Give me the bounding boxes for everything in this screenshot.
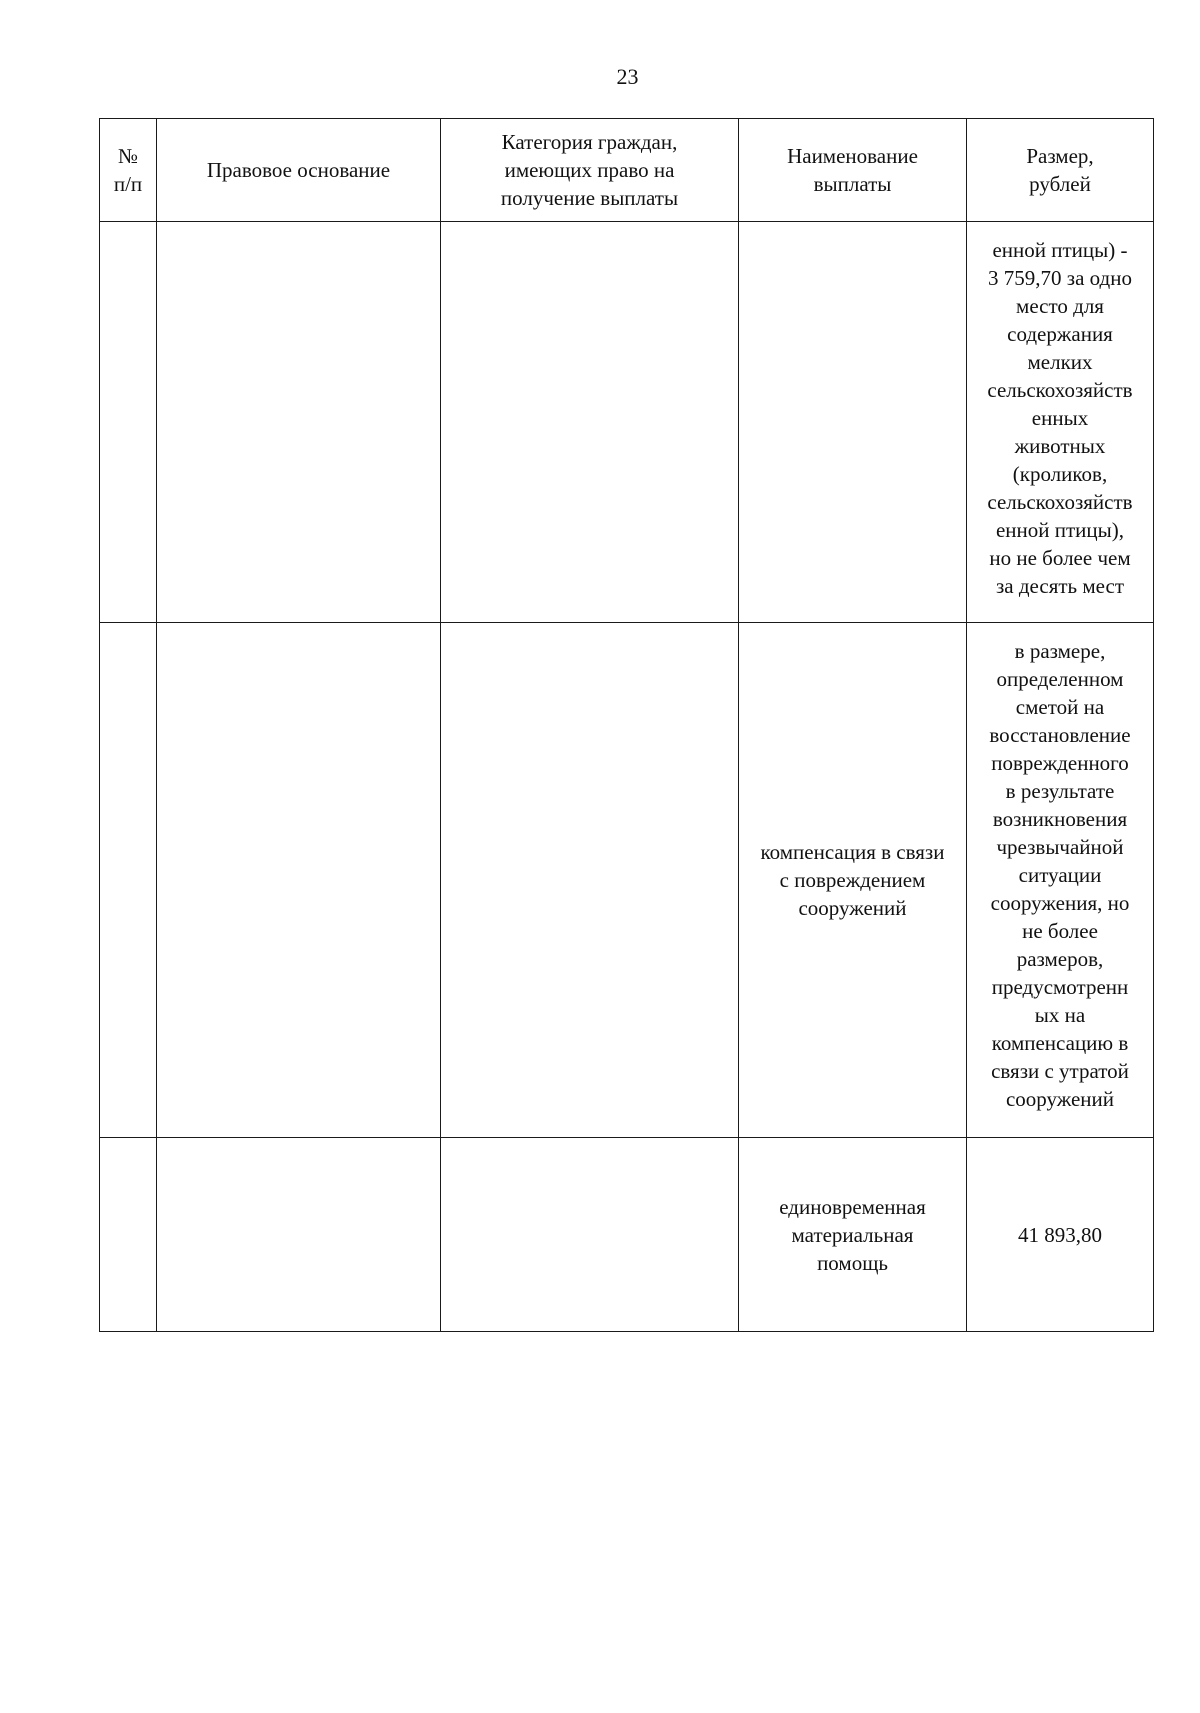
cell-amount: в размере, определенном сметой на восстановление поврежденного в результате возникновения чрезвычайной ситуации сооружения, но не более размеров, предусмотренн ых на компенсацию в связи с утратой сооружений <box>967 623 1154 1138</box>
cell-number <box>100 222 157 623</box>
cell-legal-basis <box>157 222 441 623</box>
cell-citizen-category <box>441 623 739 1138</box>
table-row <box>100 623 1154 1138</box>
table-header-row <box>100 119 1154 222</box>
cell-payment-name <box>739 222 967 623</box>
page-number: 23 <box>616 64 639 89</box>
header-citizen-category: Категория граждан, имеющих право на получение выплаты <box>441 119 739 222</box>
cell-citizen-category <box>441 222 739 623</box>
cell-payment-name: единовременная материальная помощь <box>739 1138 967 1332</box>
header-number: № п/п <box>100 119 157 222</box>
cell-amount: енной птицы) - 3 759,70 за одно место для содержания мелких сельскохозяйств енных животных (кроликов, сельскохозяйств енной птицы), но не более чем за десять мест <box>967 222 1154 623</box>
table-row <box>100 222 1154 623</box>
cell-number <box>100 623 157 1138</box>
cell-amount: 41 893,80 <box>967 1138 1154 1332</box>
header-amount: Размер, рублей <box>967 119 1154 222</box>
payments-table <box>99 118 1154 1332</box>
cell-number <box>100 1138 157 1332</box>
header-legal-basis: Правовое основание <box>157 119 441 222</box>
cell-citizen-category <box>441 1138 739 1332</box>
table-row <box>100 1138 1154 1332</box>
header-payment-name: Наименование выплаты <box>739 119 967 222</box>
cell-legal-basis <box>157 1138 441 1332</box>
cell-legal-basis <box>157 623 441 1138</box>
cell-payment-name: компенсация в связи с повреждением сооружений <box>739 623 967 1138</box>
